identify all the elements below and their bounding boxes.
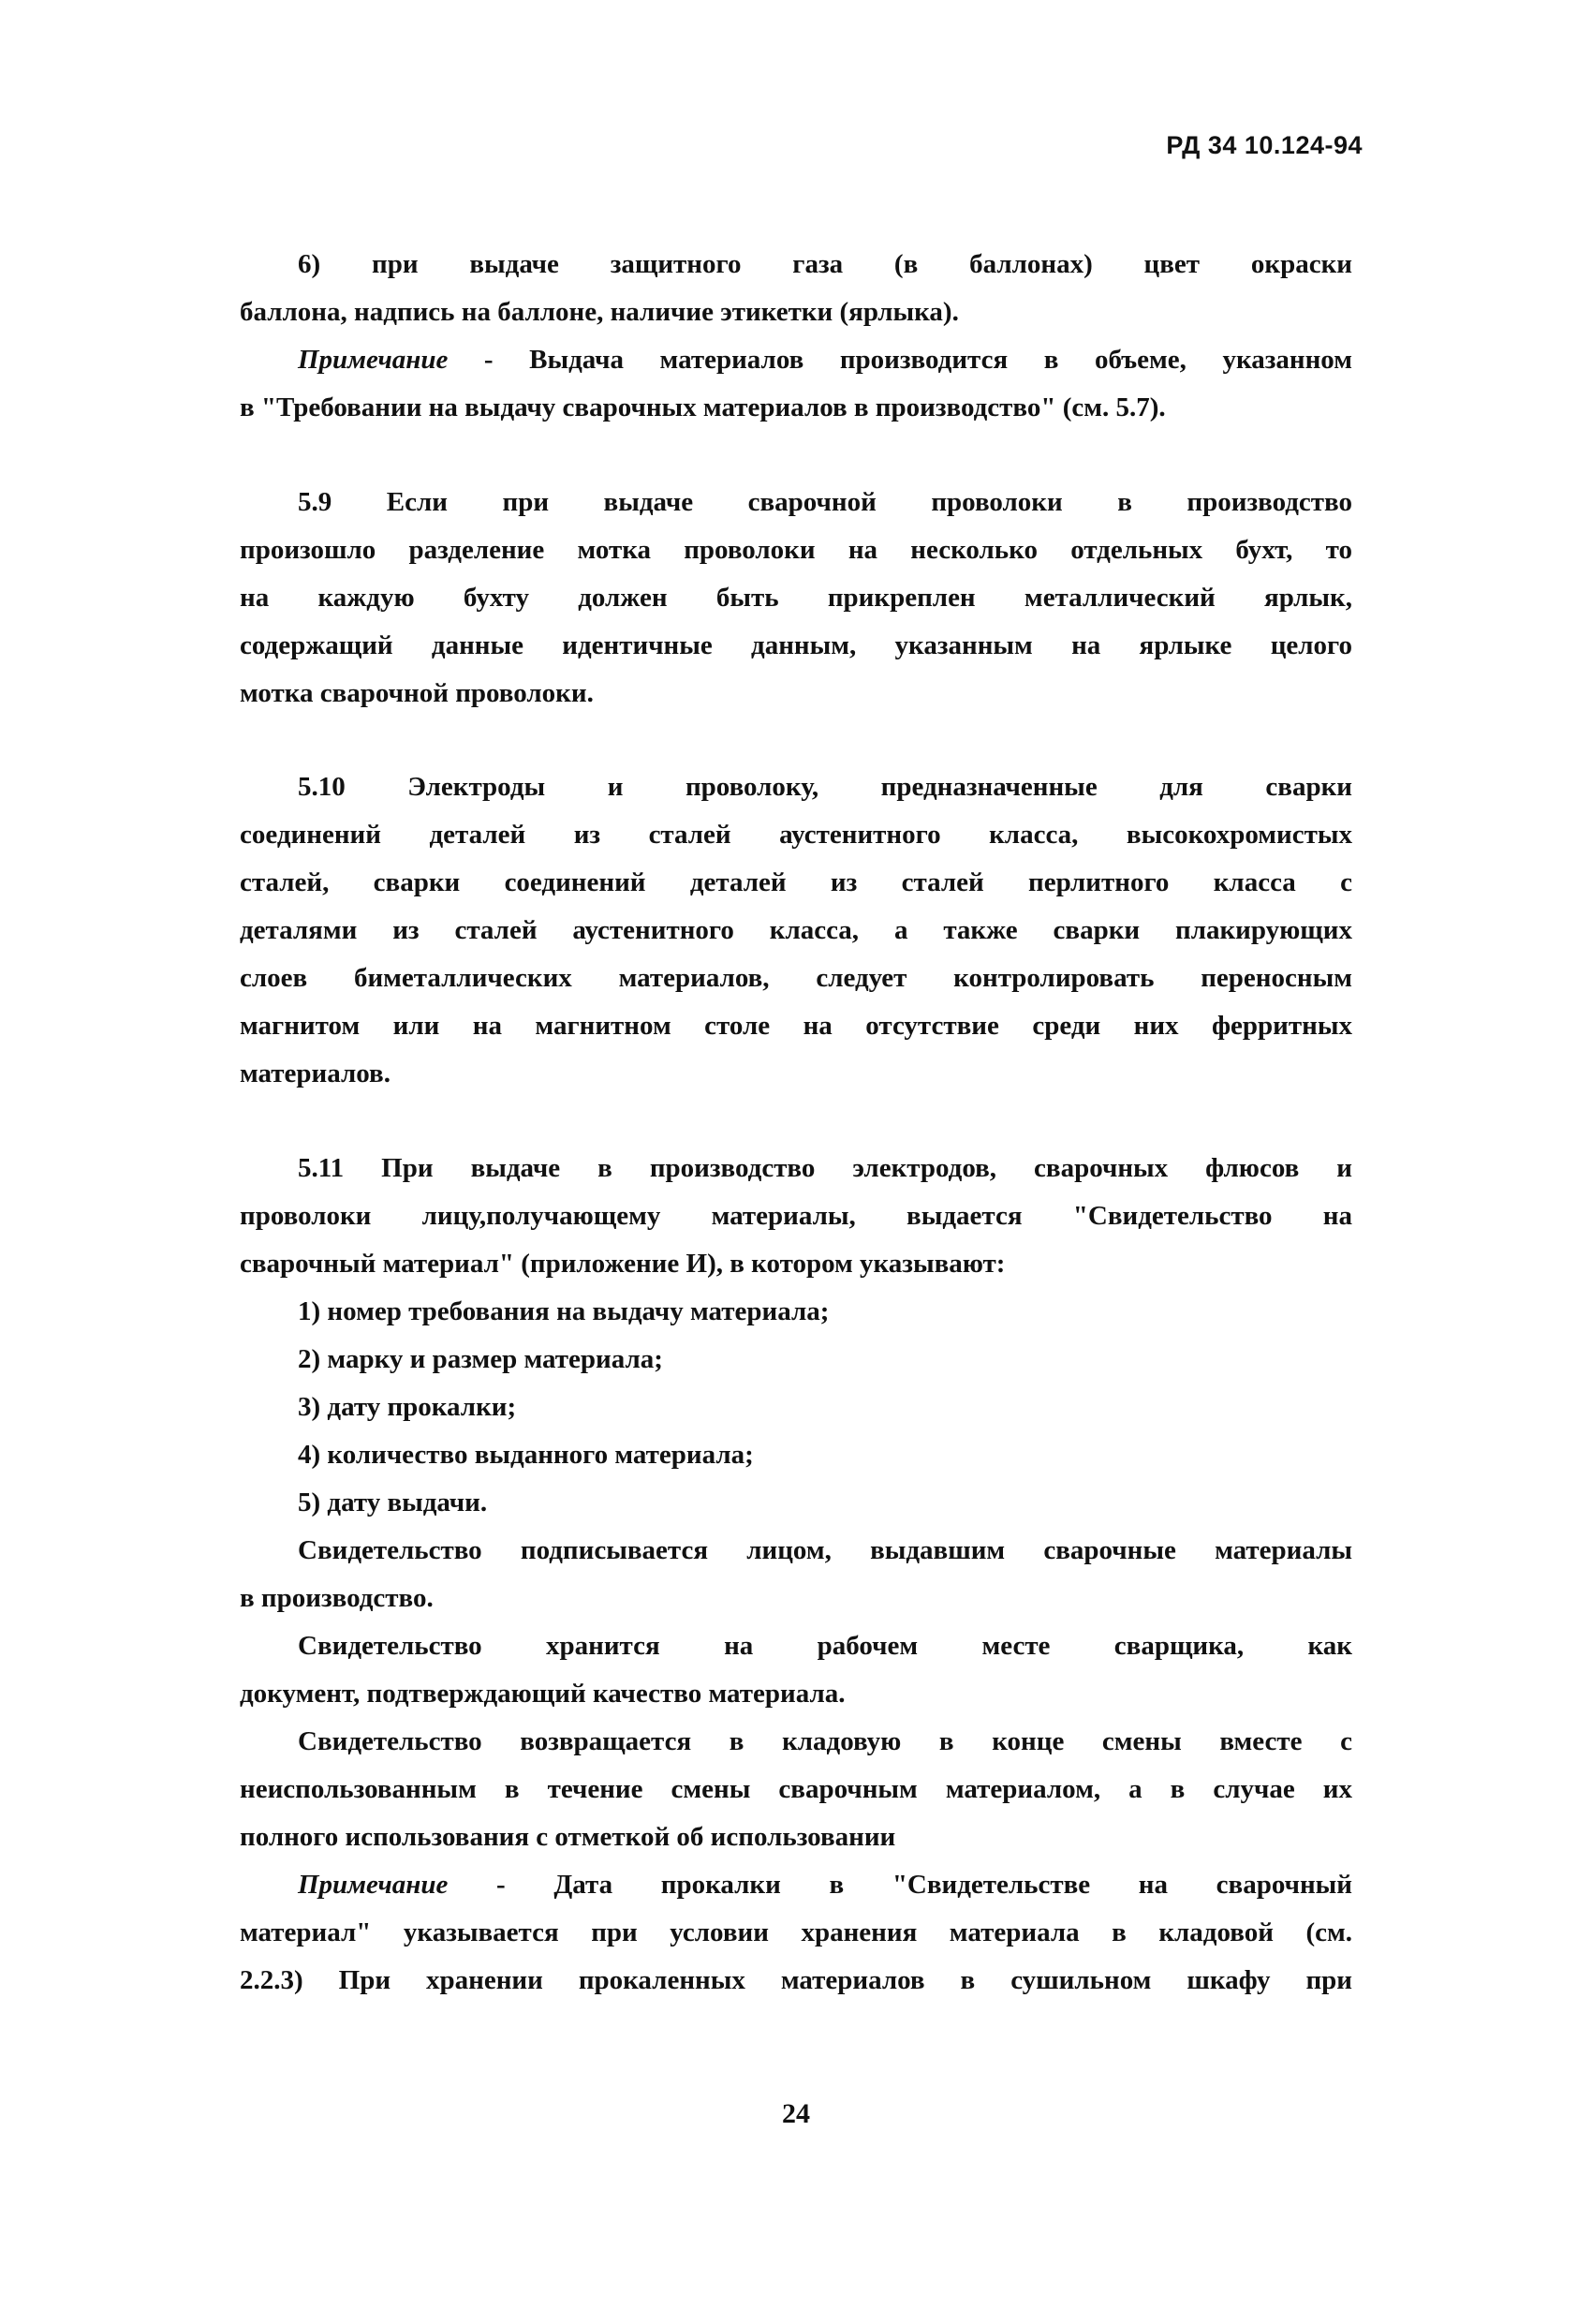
- note-label: Примечание: [298, 345, 449, 375]
- text-line: полного использования с отметкой об использовании: [240, 1822, 896, 1852]
- text-line: 6) при выдаче защитного газа (в баллонах) цвет окраски: [298, 249, 1352, 279]
- note-line: Примечание - Дата прокалки в "Свидетельстве на сварочный: [298, 1870, 1352, 1900]
- text-line: 2) марку и размер материала;: [298, 1344, 663, 1374]
- text-line: 5.9 Если при выдаче сварочной проволоки в производство: [298, 487, 1352, 517]
- text-line: Свидетельство подписывается лицом, выдавшим сварочные материалы: [298, 1535, 1352, 1565]
- text-line: в производство.: [240, 1583, 434, 1613]
- text-line: Свидетельство хранится на рабочем месте сварщика, как: [298, 1631, 1352, 1661]
- text-line: материал" указывается при условии хранения материала в кладовой (см.: [240, 1917, 1352, 1947]
- text-line: баллона, надпись на баллоне, наличие этикетки (ярлыка).: [240, 297, 959, 327]
- text-line: деталями из сталей аустенитного класса, а также сварки плакирующих: [240, 915, 1352, 945]
- text-line: на каждую бухту должен быть прикреплен металлический ярлык,: [240, 583, 1352, 613]
- text-line: 2.2.3) При хранении прокаленных материалов в сушильном шкафу при: [240, 1965, 1352, 1995]
- text-line: 4) количество выданного материала;: [298, 1440, 754, 1470]
- text-line: 5.11 При выдаче в производство электродов, сварочных флюсов и: [298, 1153, 1352, 1183]
- text-line: в "Требовании на выдачу сварочных материалов в производство" (см. 5.7).: [240, 392, 1166, 422]
- text-line: Свидетельство возвращается в кладовую в конце смены вместе с: [298, 1726, 1352, 1756]
- text-line: 3) дату прокалки;: [298, 1392, 517, 1422]
- text-line: проволоки лицу,получающему материалы, выдается "Свидетельство на: [240, 1201, 1352, 1231]
- text-line: 5.10 Электроды и проволоку, предназначенные для сварки: [298, 772, 1352, 802]
- page-number: 24: [782, 2098, 810, 2129]
- text-line: документ, подтверждающий качество материала.: [240, 1679, 846, 1709]
- text-line: 5) дату выдачи.: [298, 1488, 488, 1517]
- text-line: сварочный материал" (приложение И), в котором указывают:: [240, 1249, 1006, 1279]
- text-line: произошло разделение мотка проволоки на несколько отдельных бухт, то: [240, 535, 1352, 565]
- text-line: магнитом или на магнитном столе на отсутствие среди них ферритных: [240, 1011, 1352, 1041]
- note-label: Примечание: [298, 1870, 449, 1900]
- text-line: материалов.: [240, 1058, 391, 1088]
- text-line: сталей, сварки соединений деталей из сталей перлитного класса с: [240, 867, 1352, 897]
- note-line: Примечание - Выдача материалов производится в объеме, указанном: [298, 345, 1352, 375]
- text-line: 1) номер требования на выдачу материала;: [298, 1296, 830, 1326]
- text-line: неиспользованным в течение смены сварочным материалом, а в случае их: [240, 1774, 1352, 1804]
- text-line: содержащий данные идентичные данным, указанным на ярлыке целого: [240, 630, 1352, 660]
- text-line: соединений деталей из сталей аустенитного класса, высокохромистых: [240, 820, 1352, 850]
- text-line: слоев биметаллических материалов, следует контролировать переносным: [240, 963, 1352, 993]
- text-line: мотка сварочной проволоки.: [240, 678, 594, 708]
- document-code-header: РД 34 10.124-94: [1166, 131, 1363, 159]
